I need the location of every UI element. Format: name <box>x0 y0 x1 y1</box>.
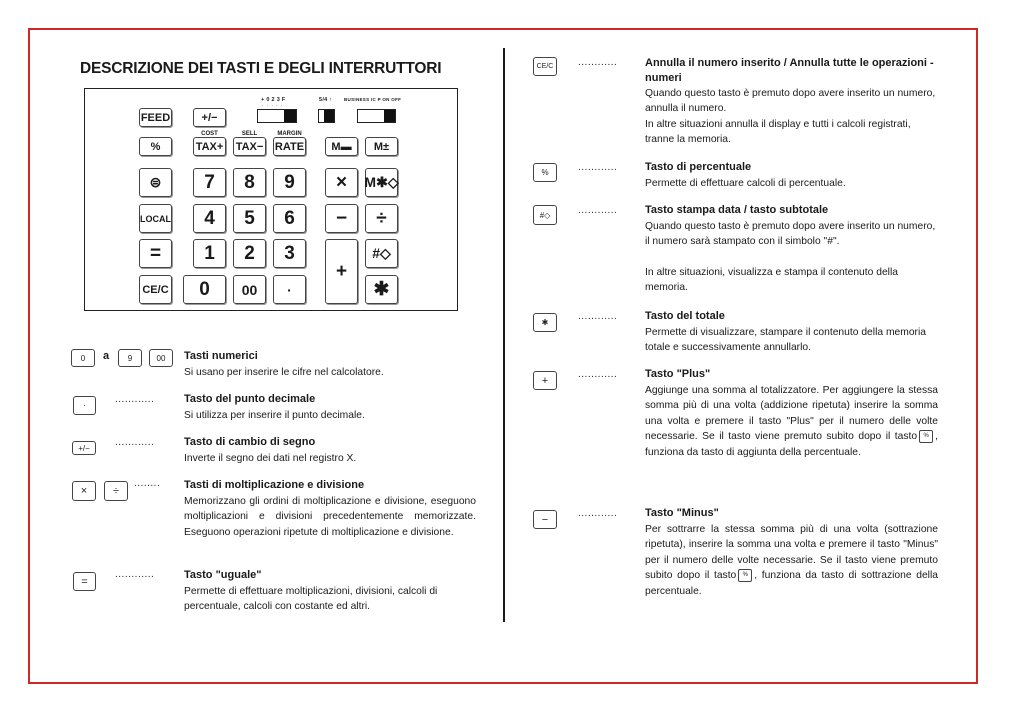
page-title: DESCRIZIONE DEI TASTI E DEGLI INTERRUTTORI <box>80 60 442 77</box>
key-print-toggle: ⊜ <box>139 168 172 197</box>
column-divider <box>503 48 505 622</box>
entry-heading: Tasto "Plus" <box>645 368 711 380</box>
entry-body: Si usano per inserire le cifre nel calcolatore. <box>184 367 384 378</box>
leader-dots: ............ <box>578 369 618 380</box>
entry-body-text-end: , funziona da tasto di sottrazione della percentuale. <box>645 570 938 597</box>
mini-key-total: ✱ <box>533 313 557 332</box>
mini-key-decimal: · <box>73 396 96 415</box>
entry-heading: Tasto del punto decimale <box>184 393 316 405</box>
key-total: ✱ <box>365 275 398 304</box>
entry-body-text-end: , funziona da tasto di aggiunta della percentuale. <box>645 431 938 458</box>
leader-dots: ............ <box>578 57 618 68</box>
key-9: 9 <box>273 168 306 197</box>
entry-heading: Tasto del totale <box>645 310 725 322</box>
entry-body: Si utilizza per inserire il punto decimale. <box>184 410 365 421</box>
key-4: 4 <box>193 204 226 233</box>
rounding-switch-label: 5/4 ↑ <box>319 97 333 103</box>
leader-dots: ............ <box>578 162 618 173</box>
key-feed: FEED <box>139 108 172 127</box>
key-multiply: × <box>325 168 358 197</box>
label-cost: COST <box>201 131 218 137</box>
key-percent: % <box>139 137 172 156</box>
leader-dots: ............ <box>578 508 618 519</box>
inline-percent-key: % <box>738 569 752 582</box>
mini-key-clear: CE/C <box>533 57 557 76</box>
mode-switch-label: BUSINESS IC P ON OFF <box>344 97 402 102</box>
entry-body-text: Aggiunge una somma al totalizzatore. Per aggiungere la stessa somma più di una volta (addizione ripetuta) inserire la somma una volta e premere il tasto "Plus" per il numero delle volte necessarie. Se il tasto viene premuto subito dopo il tasto <box>645 385 938 443</box>
key-subtotal: #◇ <box>365 239 398 268</box>
entry-heading: Tasti numerici <box>184 350 258 362</box>
mini-key-00: 00 <box>149 349 173 367</box>
mini-key-plus: + <box>533 371 557 390</box>
key-plus-minus: +/− <box>193 108 226 127</box>
key-3: 3 <box>273 239 306 268</box>
key-tax-plus: TAX+ <box>193 137 226 156</box>
entry-body: Quando questo tasto è premuto dopo avere inserito un numero, annulla il numero. <box>645 88 936 115</box>
leader-dots: ............ <box>578 205 618 216</box>
key-rate: RATE <box>273 137 306 156</box>
connector-text: a <box>103 350 110 362</box>
key-memory-minus: M▬ <box>325 137 358 156</box>
decimal-switch-ticks: ····· <box>262 103 286 109</box>
entry-heading: Tasto "uguale" <box>184 569 262 581</box>
mini-key-subtotal: #◇ <box>533 205 557 225</box>
entry-body: Permette di effettuare calcoli di percentuale. <box>645 178 846 189</box>
key-7: 7 <box>193 168 226 197</box>
key-local: LOCAL <box>139 204 172 233</box>
entry-heading: Tasto di cambio di segno <box>184 436 316 448</box>
mini-key-0: 0 <box>71 349 95 367</box>
key-decimal: · <box>273 275 306 304</box>
key-equals: = <box>139 239 172 268</box>
entry-heading: Tasti di moltiplicazione e divisione <box>184 479 365 491</box>
entry-body: Inverte il segno dei dati nel registro X. <box>184 453 357 464</box>
key-memory-total: M✱◇ <box>365 168 398 197</box>
decimal-switch <box>257 109 297 123</box>
entry-body: Permette di effettuare moltiplicazioni, divisioni, calcoli di percentuale, calcoli con costante ed altri. <box>184 586 438 613</box>
key-clear: CE/C <box>139 275 172 304</box>
key-00: 00 <box>233 275 266 304</box>
mini-key-9: 9 <box>118 349 142 367</box>
leader-dots: ............ <box>115 394 155 405</box>
key-6: 6 <box>273 204 306 233</box>
entry-body-secondary: In altre situazioni annulla il display e tutti i calcoli registrati, tranne la memoria. <box>645 119 911 146</box>
key-8: 8 <box>233 168 266 197</box>
mini-key-equals: = <box>73 572 96 591</box>
key-5: 5 <box>233 204 266 233</box>
mini-key-minus: − <box>533 510 557 529</box>
entry-heading: Tasto di percentuale <box>645 161 752 173</box>
entry-body <box>645 522 938 599</box>
key-1: 1 <box>193 239 226 268</box>
key-0: 0 <box>183 275 226 304</box>
key-memory-plus: M± <box>365 137 398 156</box>
calculator-panel <box>84 88 458 311</box>
key-minus: − <box>325 204 358 233</box>
leader-dots: ............ <box>578 311 618 322</box>
key-divide: ÷ <box>365 204 398 233</box>
leader-dots: ............ <box>115 569 155 580</box>
key-2: 2 <box>233 239 266 268</box>
leader-dots: ........ <box>134 478 161 489</box>
label-sell: SELL <box>241 131 258 137</box>
entry-heading: Tasto stampa data / tasto subtotale <box>645 204 829 216</box>
mini-key-percent: % <box>533 163 557 182</box>
entry-body-secondary: In altre situazioni, visualizza e stampa il contenuto della memoria. <box>645 267 898 294</box>
entry-body: Permette di visualizzare, stampare il contenuto della memoria totale e successivamente annullarlo. <box>645 327 927 354</box>
entry-body <box>645 383 938 460</box>
entry-body: Memorizzano gli ordini di moltiplicazione e divisione, eseguono moltiplicazioni e divisioni precedentemente memorizzate. Eseguono operazioni ripetute di moltiplicazione e divisione. <box>184 496 476 538</box>
entry-body-text: Per sottrarre la stessa somma più di una volta (sottrazione ripetuta), inserire la somma una volta e premere il tasto "Minus" per il numero delle volte necessarie. Se il tasto viene premuto subito dopo il tasto <box>645 524 938 582</box>
decimal-switch-label: + 0 2 3 F <box>261 97 286 103</box>
rounding-switch <box>318 109 335 123</box>
mode-switch <box>357 109 396 123</box>
mini-key-plus-minus: +/− <box>72 441 96 455</box>
mini-key-divide: ÷ <box>104 481 128 501</box>
mini-key-multiply: × <box>72 481 96 501</box>
entry-body: Quando questo tasto è premuto dopo avere inserito un numero, il numero sarà stampato con il simbolo "#". <box>645 221 936 248</box>
entry-heading: Annulla il numero inserito / Annulla tutte le operazioni - numeri <box>645 57 934 84</box>
key-tax-minus: TAX− <box>233 137 266 156</box>
key-plus: + <box>325 239 358 304</box>
leader-dots: ............ <box>115 437 155 448</box>
label-margin: MARGIN <box>277 131 302 137</box>
inline-percent-key: % <box>919 430 933 443</box>
entry-heading: Tasto "Minus" <box>645 507 719 519</box>
